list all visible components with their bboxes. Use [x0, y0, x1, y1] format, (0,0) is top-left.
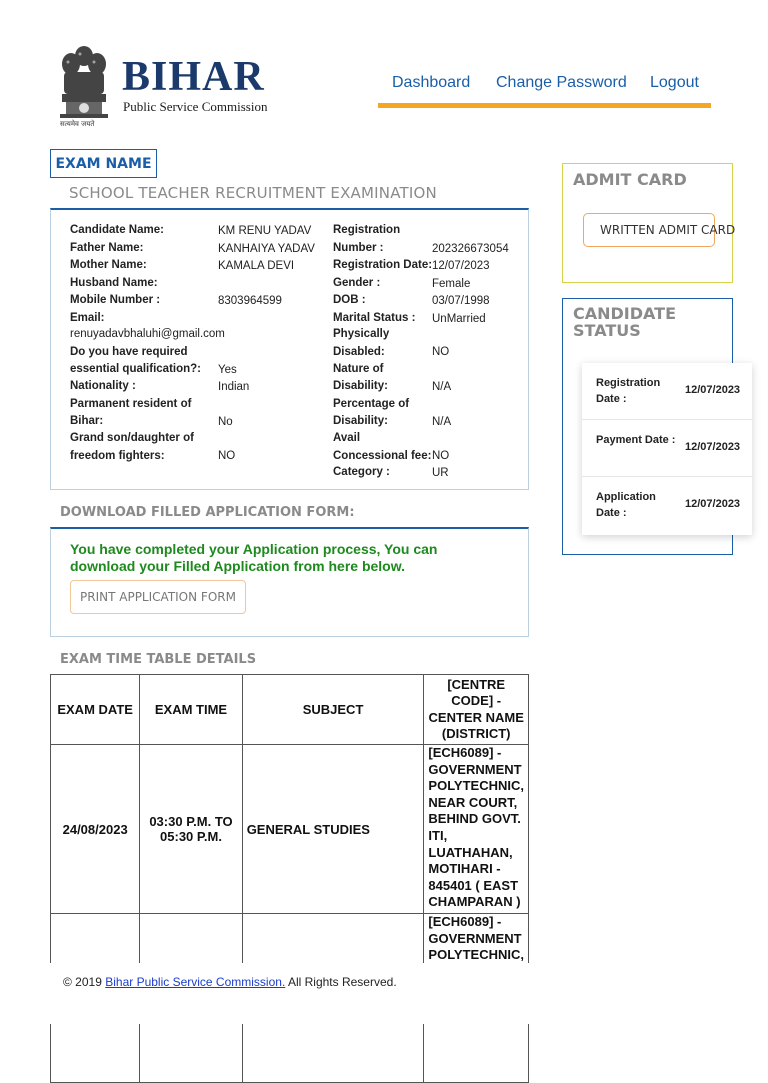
- cell-exam-date: 24/08/2023: [51, 745, 140, 914]
- label-qualification-2: essential qualification?:: [70, 362, 201, 375]
- label-nature-1: Nature of: [333, 362, 384, 375]
- value-marital-status: UnMarried: [432, 312, 486, 325]
- table-header-row: [51, 675, 529, 745]
- value-resident: No: [218, 415, 233, 428]
- table-row: [51, 745, 529, 914]
- cell-centre: [ECH6089] - GOVERNMENT POLYTECHNIC, NEAR COURT, BEHIND GOVT. ITI, LUATHAHAN, MOTIHARI - 845401 ( EAST CHAMPARAN ): [424, 745, 529, 914]
- label-father-name: Father Name:: [70, 241, 144, 254]
- value-nationality: Indian: [218, 380, 250, 393]
- footer: [63, 975, 397, 989]
- status-value: 12/07/2023: [685, 384, 741, 396]
- exam-title: SCHOOL TEACHER RECRUITMENT EXAMINATION: [69, 184, 437, 202]
- label-candidate-name: Candidate Name:: [70, 224, 164, 236]
- cell-exam-time: 03:30 P.M. TO 05:30 P.M.: [140, 745, 242, 914]
- col-subject: SUBJECT: [242, 675, 424, 745]
- status-row-application: [582, 477, 752, 534]
- candidate-status-panel: [562, 298, 741, 555]
- written-admit-card-button[interactable]: WRITTEN ADMIT CARD: [583, 213, 715, 247]
- admit-card-heading: ADMIT CARD: [573, 170, 687, 189]
- value-freedom: NO: [218, 450, 236, 462]
- status-label: Payment Date :: [596, 434, 676, 446]
- value-disabled: NO: [432, 346, 450, 358]
- value-registration-number: 202326673054: [432, 242, 509, 255]
- col-exam-time: EXAM TIME: [140, 675, 242, 745]
- value-qualification: Yes: [218, 363, 237, 376]
- print-application-button[interactable]: PRINT APPLICATION FORM: [70, 580, 246, 614]
- status-value: 12/07/2023: [685, 498, 741, 510]
- footer-prefix: © 2019: [63, 975, 106, 989]
- label-husband-name: Husband Name:: [70, 276, 158, 289]
- label-dob: DOB :: [333, 294, 366, 306]
- value-concession: NO: [432, 450, 450, 462]
- label-resident-2: Bihar:: [70, 415, 104, 427]
- nav-logout[interactable]: Logout: [650, 74, 699, 91]
- label-marital-status: Marital Status :: [333, 311, 416, 324]
- value-mobile-number: 8303964599: [218, 295, 282, 307]
- nav-dashboard[interactable]: Dashboard: [392, 74, 471, 91]
- status-row-payment: [582, 420, 752, 477]
- value-mother-name: KAMALA DEVI: [218, 260, 295, 272]
- value-registration-date: 12/07/2023: [432, 260, 490, 272]
- completion-message: You have completed your Application process, You can download your Filled Application from here below.: [70, 541, 438, 574]
- label-nationality: Nationality :: [70, 380, 136, 392]
- candidate-status-heading: CANDIDATE STATUS: [573, 304, 677, 340]
- value-nature: N/A: [432, 380, 452, 393]
- status-label: Registration Date :: [596, 377, 661, 405]
- col-exam-date: EXAM DATE: [51, 675, 140, 745]
- label-freedom-1: Grand son/daughter of: [70, 432, 194, 444]
- col-centre: [CENTRE CODE] - CENTER NAME (DISTRICT): [424, 675, 529, 745]
- candidate-details-panel: [50, 208, 529, 490]
- brand-subtitle: Public Service Commission: [123, 99, 268, 114]
- value-email: renuyadavbhaluhi@gmail.com: [70, 328, 225, 340]
- footer-link[interactable]: Bihar Public Service Commission.: [105, 975, 286, 989]
- site-logo[interactable]: [54, 42, 284, 134]
- value-percent: N/A: [432, 415, 452, 428]
- label-resident-1: Parmanent resident of: [70, 397, 192, 410]
- value-gender: Female: [432, 277, 471, 290]
- brand-name: BIHAR: [122, 54, 265, 100]
- nav-change-password[interactable]: Change Password: [496, 74, 627, 91]
- label-concession-1: Avail: [333, 432, 361, 444]
- label-concession-2: Concessional fee:: [333, 449, 432, 462]
- value-dob: 03/07/1998: [432, 295, 490, 307]
- status-label: Application Date :: [596, 491, 656, 519]
- status-value: 12/07/2023: [685, 441, 741, 453]
- label-registration-1: Registration: [333, 224, 401, 236]
- footer-suffix: All Rights Reserved.: [285, 975, 397, 989]
- label-registration-date: Registration Date:: [333, 259, 433, 271]
- label-mobile-number: Mobile Number :: [70, 294, 161, 306]
- cell-subject: GENERAL STUDIES: [242, 745, 424, 914]
- label-gender: Gender :: [333, 276, 381, 289]
- value-category: UR: [432, 467, 449, 479]
- status-card: [582, 363, 752, 535]
- cell-centre: [ECH6089] - GOVERNMENT POLYTECHNIC,: [424, 914, 529, 1083]
- admit-card-panel: [562, 163, 736, 283]
- label-disabled-2: Disabled:: [333, 345, 385, 358]
- label-qualification-1: Do you have required: [70, 345, 188, 358]
- download-panel: [50, 527, 529, 637]
- value-father-name: KANHAIYA YADAV: [218, 242, 315, 255]
- label-disabled-1: Physically: [333, 328, 390, 340]
- status-row-registration: [582, 363, 752, 420]
- label-email: Email:: [70, 311, 105, 324]
- footer-bar: [0, 963, 768, 1024]
- label-registration-2: Number :: [333, 241, 384, 254]
- exam-name-badge: EXAM NAME: [50, 149, 157, 178]
- top-nav: [378, 72, 711, 108]
- label-percent-1: Percentage of: [333, 397, 410, 410]
- label-category: Category :: [333, 466, 390, 478]
- timetable-heading: EXAM TIME TABLE DETAILS: [60, 652, 257, 667]
- label-freedom-2: freedom fighters:: [70, 449, 165, 462]
- label-nature-2: Disability:: [333, 380, 388, 392]
- emblem-caption: सत्यमेव जयते: [60, 120, 95, 128]
- label-mother-name: Mother Name:: [70, 259, 147, 271]
- download-heading: DOWNLOAD FILLED APPLICATION FORM:: [60, 505, 355, 520]
- value-candidate-name: KM RENU YADAV: [218, 225, 312, 237]
- label-percent-2: Disability:: [333, 415, 388, 427]
